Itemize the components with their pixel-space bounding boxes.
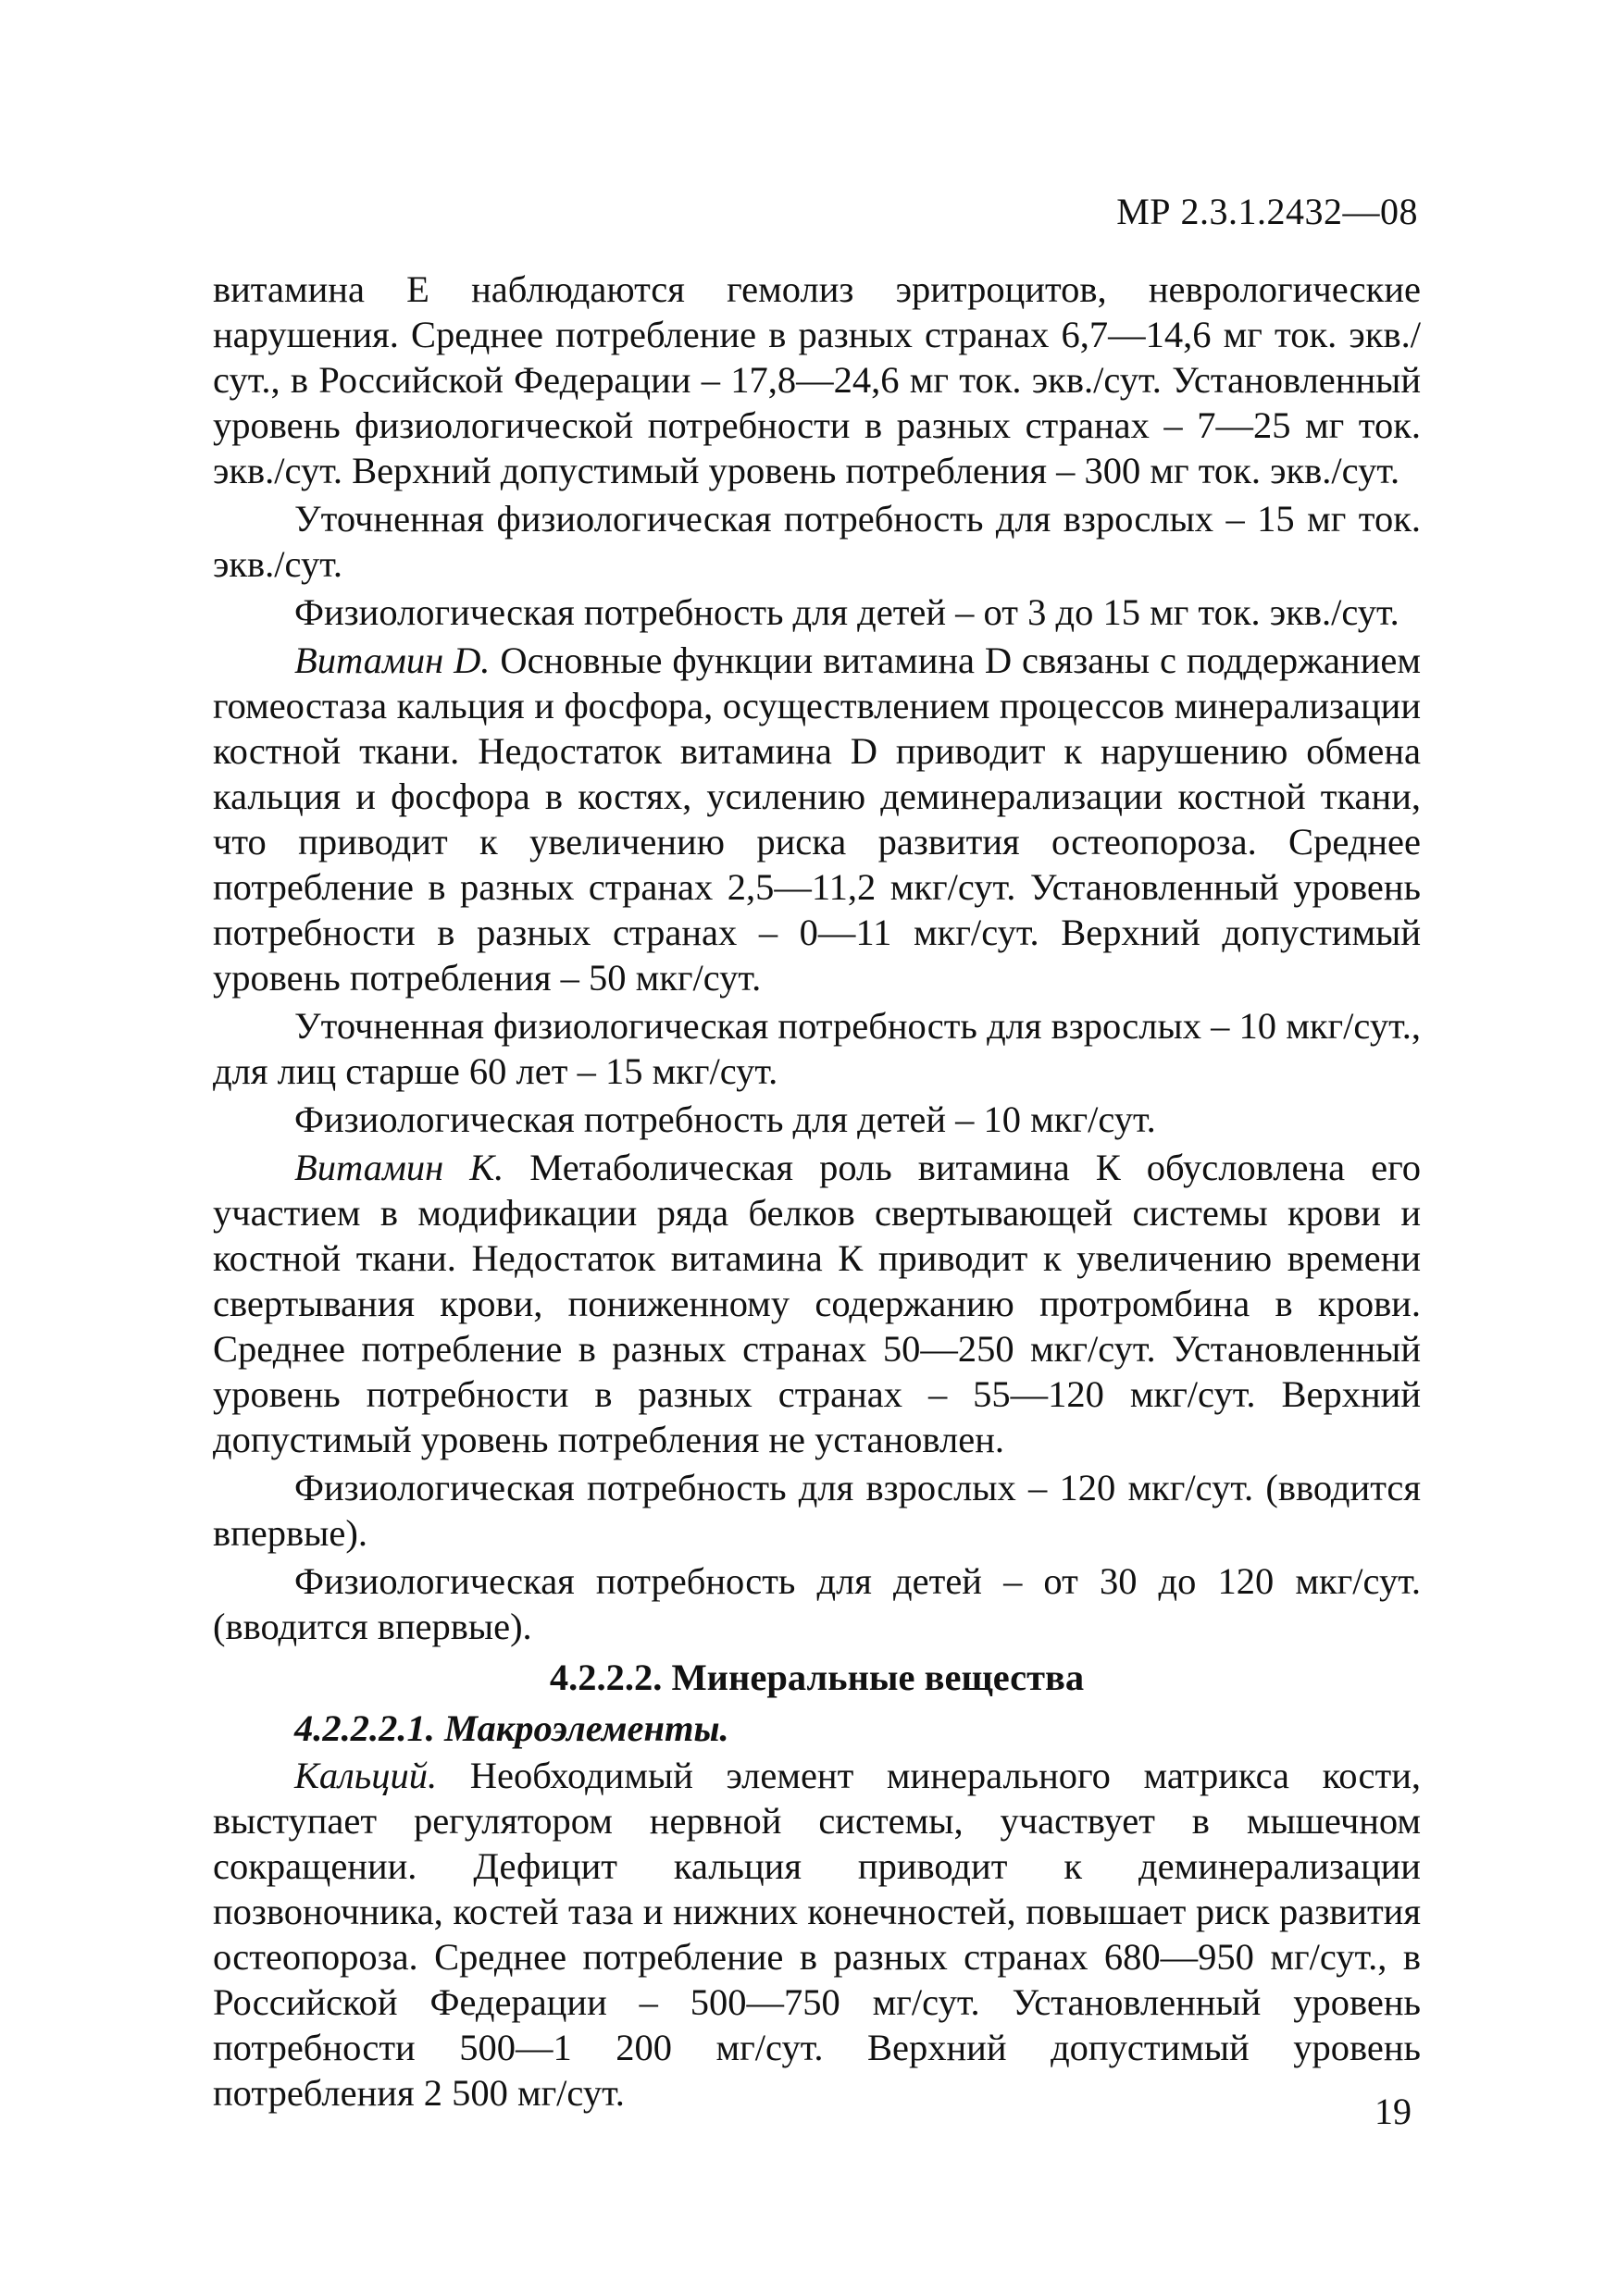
document-code: МР 2.3.1.2432—08 (1116, 191, 1418, 232)
paragraph-vitamin-k (213, 1145, 1421, 1462)
paragraph-vitamin-k-children (213, 1558, 1421, 1649)
paragraph-text: Уточненная физиологическая потребность для взрослых – 15 мг ток. экв./сут. (213, 498, 1421, 585)
paragraph-text: Физиологическая потребность для взрослых – 120 мкг/сут. (вводится впервые). (213, 1467, 1421, 1554)
paragraph-text: Физиологическая потребность для детей – 10 мкг/сут. (294, 1098, 1156, 1140)
paragraph-text: Физиологическая потребность для детей – от 30 до 120 мкг/сут. (вводится впервые). (213, 1560, 1421, 1647)
body-text (213, 267, 1421, 2118)
paragraph-lead: Витамин D. (294, 639, 491, 681)
paragraph-text: Уточненная физиологическая потребность для взрослых – 10 мкг/сут., для лиц старше 60 лет – 15 мкг/сут. (213, 1005, 1421, 1092)
paragraph-vitamin-k-adults (213, 1465, 1421, 1556)
paragraph-vitamin-e-children (213, 590, 1421, 635)
paragraph-lead: Кальций. (294, 1755, 438, 1796)
paragraph-vitamin-d-children (213, 1097, 1421, 1142)
page-number: 19 (1374, 2091, 1412, 2132)
paragraph-lead: Витамин К. (294, 1147, 504, 1188)
section-heading: 4.2.2.2. Минеральные вещества (549, 1657, 1085, 1698)
subsection-heading: 4.2.2.2.1. Макроэлементы. (294, 1707, 729, 1749)
paragraph-vitamin-e-adults (213, 496, 1421, 587)
paragraph-text: Физиологическая потребность для детей – от 3 до 15 мг ток. экв./сут. (294, 591, 1399, 633)
paragraph-text: Основные функции витамина D связаны с поддержанием гомеостаза кальция и фосфора, осуществлением процессов минерализации костной ткани. Недостаток витамина D приводит к нарушению обмена кальция и фосфора в костях, усилению деминерализации костной ткани, что приводит к увеличению риска развития остеопороза. Среднее потребление в разных странах 2,5—11,2 мкг/сут. Установленный уровень потребности в разных странах – 0—11 мкг/сут. Верхний допустимый уровень потребления – 50 мкг/сут. (213, 639, 1421, 999)
paragraph-text: Метаболическая роль витамина К обусловлена его участием в модификации ряда белков свертывающей системы крови и костной ткани. Недостаток витамина К приводит к увеличению времени свертывания крови, пониженному содержанию протромбина в крови. Среднее потребление в разных странах 50—250 мкг/сут. Установленный уровень потребности в разных странах – 55—120 мкг/сут. Верхний допустимый уровень потребления не установлен. (213, 1147, 1421, 1460)
paragraph-text: Необходимый элемент минерального матрикса кости, выступает регулятором нервной системы, участвует в мышечном сокращении. Дефицит кальция приводит к деминерализации позвоночника, костей таза и нижних конечностей, повышает риск развития остеопороза. Среднее потребление в разных странах 680—950 мг/сут., в Российской Федерации – 500—750 мг/сут. Установленный уровень потребности 500—1 200 мг/сут. Верхний допустимый уровень потребления 2 500 мг/сут. (213, 1755, 1421, 2114)
paragraph-vitamin-d-adults (213, 1003, 1421, 1094)
paragraph-vitamin-d (213, 638, 1421, 1000)
paragraph-vitamin-e-continuation (213, 267, 1421, 493)
paragraph-calcium (213, 1753, 1421, 2116)
paragraph-text: витамина Е наблюдаются гемолиз эритроцитов, неврологические нарушения. Среднее потребление в разных странах 6,7—14,6 мг ток. экв./сут., в Российской Федерации – 17,8—24,6 мг ток. экв./сут. Установленный уровень физиологической потребности в разных странах – 7—25 мг ток. экв./сут. Верхний допустимый уровень потребления – 300 мг ток. экв./сут. (213, 268, 1421, 491)
